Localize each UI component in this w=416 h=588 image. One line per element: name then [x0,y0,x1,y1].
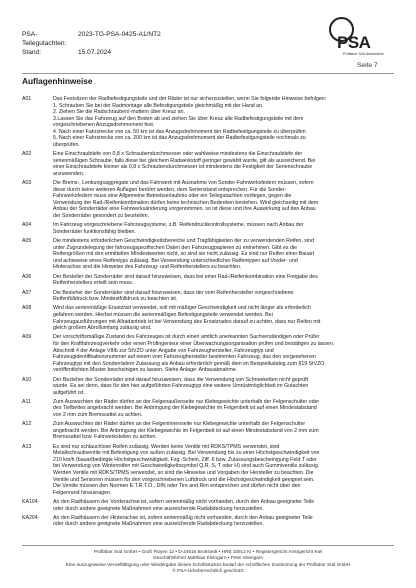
condition-text-line: einer Einschraubtiefe kleiner als 0,8 x Schraubendurchmesser ist mindestens die Festigkeit der Serienschraube [53,164,313,171]
condition-code: A06 [22,273,32,280]
condition-text-line: unter Zugrundelegung der fahrzeugspezifischen Daten den Fahrzeugpapieren zu entnehmen. Gibt es die [53,244,297,251]
condition-text-line: Reifenherstellers erteilt sein muss. [53,280,134,287]
condition-item [22,151,400,177]
document-header [22,30,161,57]
condition-text-line: oder durch andere geeignete Maßnahmen eine ausreichende Radabdeckung herzustellen. [53,505,264,512]
condition-text-line: Fahrzeugtyp mit den Sonderrädern Zulassung als Anbau erforderlich gemäß dem im Beispielkatalog zum §19 StVZO [53,360,325,367]
condition-text [53,334,400,373]
condition-text-line: aufgeführt ist. [53,389,85,396]
condition-text-line: bei Verwendung von Winterreifen mit Geschwindigkeitssymbol Q,R, S, T oder H) sind auch Gummiventile zulässig. [53,463,320,470]
condition-text-line: Verwendung der Rad-/Reifenkombination dürfen keine technischen Bedenken bestehen. Wird gleichzeitig mit dem [53,199,319,206]
condition-code: A04 [22,222,32,229]
footer-divider [22,545,394,546]
condition-text-line: gleich großem Abrollumfang zulässig sind. [53,325,152,332]
condition-text-line: Fahrwerksfedern muss eine Allgemeine Betriebserlaubnis oder ein Teilegutachten vorliegen, gegen die [53,193,292,200]
condition-text-line: Im Fahrzeug vorgeschriebene Fahrzeugsysteme, z.B. Reifendruckkontrollsysteme, müssen nach Anbau der [53,222,304,229]
condition-text-line: Die Brems-, Lenkungsaggregate und das Fahrwerk mit Ausnahme von Sonder-Fahrwerksfedern müssen, sofern [53,180,314,187]
condition-text-line: Abschnitt 4 der Anlage VIIIb zur StVZO unter Angabe von Fahrzeughersteller, Fahrzeugtyp und [53,347,274,354]
condition-text [53,222,400,235]
footer-management: Geschäftsführer Matthias Kleingarn • Peter Kleingarn [152,555,264,561]
status-date: 15.07.2024 [78,49,112,56]
condition-text-line: 5. Nach einer Fahrstrecke von ca. 200 km ist das Anzugsdrehmoment der Radbefestigungsteile nochmals zu [53,135,306,142]
condition-text-line: angebracht werden. Bei Anbringung der Klebegewichte im Felgenbett ist auf einen Mindestabstand von 2 mm zum [53,427,319,434]
condition-text [53,96,400,148]
footer [0,549,416,574]
condition-text-line: und achsweise eines Reifentyps zulässig. Bei Verwendung unterschiedlicher Reifentypen auf Vorder- und [53,257,298,264]
condition-item [22,444,400,496]
condition-text-line: der Sonderräder gesondert zu beurteilen. [53,212,150,219]
footer-copyright: © PSA-Urheberrechtlich geschützt [172,567,244,573]
condition-item [22,274,400,287]
condition-text-line: Der Besteller der Sonderräder sind darauf hinzuweisen, dass bei einer Rad-/Reifenkombination eine Freigabe des [53,273,318,280]
status-row [22,48,161,57]
condition-text [53,274,400,287]
footer-copy-notice: Eine auszugsweise Vervielfältigung oder Wiedergabe dieses Schriftstückes bedarf der schriftlichen Zustimmung der Prüflabor Süd GmbH [65,561,351,567]
condition-text-line: 2. Ziehen Sie die Radschrauben/-muttern über Kreuz an. [53,109,185,116]
condition-item [22,290,400,303]
condition-text-line: Werden Ventile mit RDKS/TPMS verwendet, so sind die Hinweise und Vorgaben der Hersteller zu beachten. Die [53,470,314,476]
condition-code: A12 [22,421,32,428]
condition-code: KA104 [22,498,38,505]
condition-text-line: des Tiefbettes angebracht werden. Bei Anbringung der Klebegewichte im Felgenbett ist auf einen Mindestabstand [53,405,317,412]
condition-text-line: von 2 mm zum Bremssattel zu achten. [53,412,143,419]
condition-item [22,515,400,528]
condition-text [53,377,400,397]
condition-text-line: vorgeschriebenen Anzugsdrehmoment fest. [53,122,155,129]
condition-text-line: Die Ventile müssen den Normen E.T.R.T.O., DIN oder Tire and Rim entsprechen und dürfen nicht über den [53,483,301,490]
condition-text-line: Das Festsitzen der Radbefestigungsteile und der Räder ist nur sicherzustellen, wenn Sie folgende Hinweise befolgen: [53,96,327,102]
condition-text-line: Sonderräder funktionsfähig bleiben. [53,228,136,235]
condition-item [22,399,400,419]
doc-number-row [22,30,161,48]
condition-text-line: Es sind nur schlauchlose Reifen zulässig. Werden keine Ventile mit RDKS/TPMS verwendet, sind [53,443,280,450]
condition-text-line: Felgenrand hinausragen. [53,489,112,496]
condition-text-line: oder durch andere geeignete Maßnahmen eine ausreichende Radabdeckung herzustellen. [53,521,264,528]
condition-code: A02 [22,151,32,158]
psa-logo [323,17,395,75]
condition-text-line: Zum Auswuchten der Räder dürfen an der Felgenaußenseite nur Klebegewichte unterhalb der Felgenschulter oder [53,398,320,405]
condition-code: A05 [22,238,32,245]
condition-code: A08 [22,305,32,312]
condition-list [22,96,400,531]
condition-text-line: wurde. Es sei denn, dass für den hier aufgeführten Fahrzeugtyp eine weitere Umrüstmöglichkeit im Gutachten [53,383,309,390]
footer-company: Prüflabor Süd GmbH • Groß Floyen 12 • D-24616 Brokstedt • HRB 10912 KI • Registergericht Amtsgericht Kiel [93,549,323,554]
condition-text-line: Eine Einschraubtiefe von 0,8 x Schraubendurchmesser oder wahlweise mindestens die Einschraubtiefe der [53,151,303,158]
condition-text-line: 4. Nach einer Fahrstrecke von ca. 50 km ist das Anzugsdrehmoment der Radbefestigungsteile zu überprüfen [53,128,306,135]
condition-text-line: 210 km/h (bauartbedingte Höchstgeschwindigkeit, Fzg.-Schein, Ziff. 6 bzw. Zulassungsbescheinigung Feld T oder [53,456,317,463]
condition-text-line: Fahrzeugidentifikationsnummer auf einem vom Fahrzeughersteller bestimmten Fahrzeug, das den vorgesehenen [53,354,316,361]
condition-text [53,444,400,496]
condition-text [53,180,400,219]
condition-text [53,238,400,271]
condition-item [22,421,400,441]
condition-item [22,238,400,271]
condition-text [53,151,400,177]
condition-item [22,499,400,512]
condition-text-line: Hinterachse sind die Hinweise des Fahrzeug- und Reifenherstellers zu beachten. [53,264,242,271]
condition-item [22,180,400,219]
condition-text [53,305,400,331]
condition-code: A01 [22,96,32,102]
condition-item [22,305,400,331]
page-number: Seite 7 [357,62,378,69]
condition-text-line: serienmäßigen Schraube, falls diese bei gleichem Radwerkstoff geringer gewählt wurde, gilt als ausreichend. Bei [53,157,316,164]
condition-text [53,421,400,441]
condition-text-line: gefahren werden. Hierbei müssen die serienmäßigen Befestigungsteile verwendet werden. Bei [53,311,273,318]
doc-number-value: 2023-TG-PSA-0425-A1/NT2 [78,31,161,38]
condition-code: A10 [22,376,32,383]
status-label: Stand: [22,49,42,56]
condition-code: A07 [22,289,32,296]
condition-text [53,499,400,512]
condition-text-line: Metallschraubventile mit Befestigung von außen zulässig. Bei Verwendung bis zu einer Höchstgeschwindigkeit von [53,450,320,457]
condition-code: A09 [22,334,32,341]
condition-text-line: An den Radhäusern der Vorderachse ist, sofern serienmäßig nicht vorhanden, durch den Anbau geeigneter Teile [53,498,315,505]
condition-text-line: Bremssattel bzw. Fahrwerksteilen zu achten. [53,434,157,441]
condition-text-line: Ventile und Sensoren müssen für den vorgeschriebenen Luftdruck und die Höchstgeschwindigkeit geeignet sein. [53,476,315,483]
condition-text-line: überprüfen. [53,141,80,148]
condition-text-line: Anbau der Sonderräder eine Fahrwerksänderung vorgenommen, so ist diese und ihre Auswirkung auf den Anbau [53,206,316,213]
logo-text: PSA [337,33,371,52]
condition-text-line: anzuwenden. [53,170,85,177]
condition-text-line: veröffentlichten Muster bescheinigen zu lassen. Siehe Anlage: Anbauabnahme. [53,367,238,374]
condition-text [53,399,400,419]
condition-text-line: 1. Schrauben Sie bei der Radmontage alle Befestigungsteile gleichmäßig mit der Hand an. [53,102,264,109]
condition-code: KA204 [22,514,38,521]
condition-text-line: Der vorschriftsmäßige Zustand des Fahrzeuges ist durch einen amtlich anerkannten Sachverständigen oder Prüfer [53,334,320,341]
doc-number-label: PSA-Teilegutachten: [22,31,67,47]
condition-text-line: Der Bezieher der Sonderräder sind darauf hinzuweisen, dass die Verwendung von Schneeketten nicht geprüft [53,376,309,383]
condition-text-line: Reifenfülldruck bzw. Mindestfülldruck zu beachten ist. [53,296,178,303]
condition-text-line: An den Radhäusern der Hinterachse ist, sofern serienmäßig nicht vorhanden, durch den Anbau geeigneter Teile [53,514,313,521]
header-divider [22,73,394,74]
condition-text-line: Die Bezieher der Sonderräder sind darauf hinzuweisen, dass der vom Reifenhersteller vorgeschriebene [53,289,294,296]
condition-item [22,222,400,235]
condition-text-line: 3.Lassen Sie das Fahrzeug auf den Boden ab und ziehen Sie über Kreuz alle Radbefestigungsteile mit dem [53,115,304,122]
condition-text-line: Wird das serienmäßige Ersatzrad verwendet, soll mit mäßiger Geschwindigkeit und nicht länger als erforderlich [53,305,311,312]
condition-text [53,290,400,303]
condition-text-line: diese durch keine weiteren Auflagen berührt werden, dem Serienstand entsprechen. Für die Sonder- [53,186,287,193]
condition-text [53,515,400,528]
condition-text-line: Reifengrößen mit den ermittelten Mindestwerten nicht, so sind sie nicht zulässig. Es sind nur Reifen einer Bauart [53,251,315,258]
condition-item [22,96,400,148]
condition-code: A13 [22,443,32,450]
condition-code: A03 [22,180,32,187]
section-title: Auflagenhinweise [22,76,93,86]
condition-item [22,334,400,373]
logo-subtext: Prüflabor Süd Automotive [343,52,384,56]
condition-code: A11 [22,398,31,405]
condition-item [22,377,400,397]
condition-text-line: Fahrzeugausführungen mit Allradantrieb ist bei Verwendung des Ersatzrades darauf zu achten, dass nur Reifen mit [53,318,321,325]
condition-text-line: Zum Auswuchten der Räder dürfen an der Felgeninnenseite nur Klebegewichte unterhalb der Felgenschulter [53,421,306,428]
condition-text-line: Die mindestens erforderlichen Geschwindigkeitsbereiche und Tragfähigkeiten der zu verwendenden Reifen, sind [53,238,314,245]
condition-text-line: für den Kraftfahrzeugverkehr oder einen Prüfingenieur einer Überwachungsorganisation prüfen und bestätigen zu lassen. [53,340,335,347]
